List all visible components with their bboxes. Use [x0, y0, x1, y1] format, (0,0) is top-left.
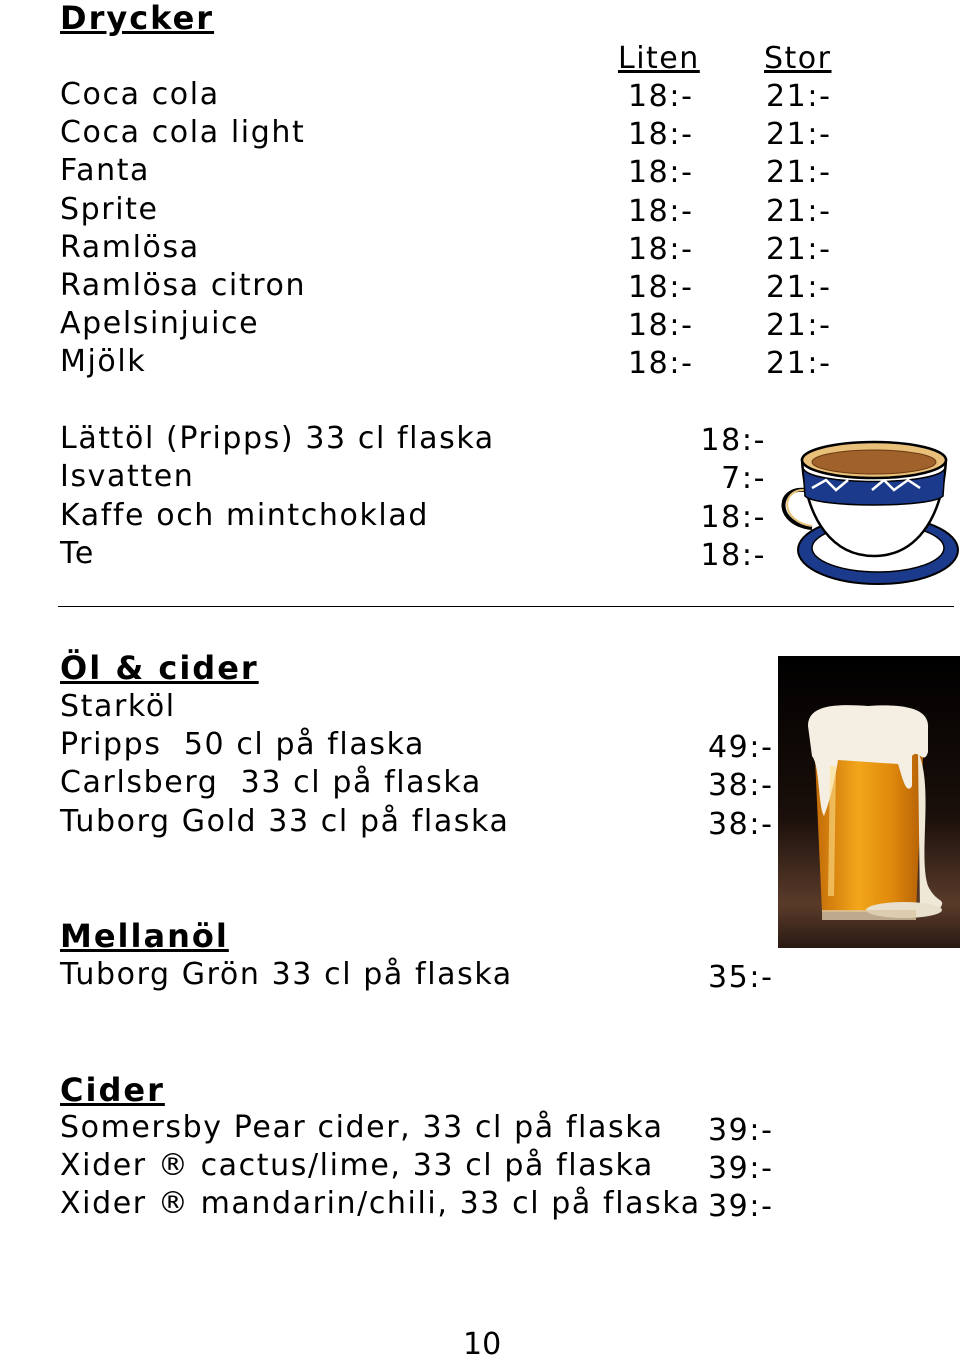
- menu-item-price: 7:-: [721, 461, 766, 496]
- beer-glass-icon: [778, 656, 960, 948]
- menu-item-name: Xider ® cactus/lime, 33 cl på flaska: [60, 1148, 654, 1183]
- menu-item-name: Sprite: [60, 192, 159, 227]
- menu-item-price: 39:-: [708, 1189, 774, 1224]
- section-divider: [58, 606, 954, 607]
- menu-item-price-small: 18:-: [628, 270, 694, 305]
- menu-item-price: 35:-: [708, 960, 774, 995]
- menu-item-name: Tuborg Gold 33 cl på flaska: [60, 804, 510, 839]
- menu-item-name: Coca cola light: [60, 115, 306, 150]
- menu-item-price-large: 21:-: [766, 232, 832, 267]
- cider-heading: Cider: [60, 1071, 165, 1109]
- menu-item-name: Xider ® mandarin/chili, 33 cl på flaska: [60, 1186, 701, 1221]
- menu-item-name: Kaffe och mintchoklad: [60, 498, 429, 533]
- menu-item-price: 49:-: [708, 730, 774, 765]
- menu-item-price-large: 21:-: [766, 346, 832, 381]
- menu-item-price-large: 21:-: [766, 117, 832, 152]
- menu-item-name: Te: [60, 536, 95, 571]
- menu-item-price: 18:-: [700, 500, 766, 535]
- column-header-small: Liten: [618, 41, 700, 76]
- starkol-subheading: Starköl: [60, 689, 176, 724]
- menu-item-price-small: 18:-: [628, 79, 694, 114]
- menu-item-price-large: 21:-: [766, 79, 832, 114]
- tea-cup-icon: [772, 432, 960, 590]
- menu-item-price-small: 18:-: [628, 155, 694, 190]
- menu-item-name: Fanta: [60, 153, 151, 188]
- menu-item-name: Pripps 50 cl på flaska: [60, 727, 425, 762]
- menu-item-name: Lättöl (Pripps) 33 cl flaska: [60, 421, 495, 456]
- menu-item-price: 39:-: [708, 1151, 774, 1186]
- menu-item-price: 38:-: [708, 807, 774, 842]
- menu-item-price-small: 18:-: [628, 194, 694, 229]
- column-header-large: Stor: [764, 41, 832, 76]
- menu-item-price-large: 21:-: [766, 270, 832, 305]
- menu-item-price: 38:-: [708, 768, 774, 803]
- mellanol-heading: Mellanöl: [60, 917, 229, 955]
- menu-item-name: Carlsberg 33 cl på flaska: [60, 765, 482, 800]
- menu-item-name: Coca cola: [60, 77, 220, 112]
- menu-item-price-small: 18:-: [628, 232, 694, 267]
- menu-item-price: 18:-: [700, 538, 766, 573]
- ol-cider-heading: Öl & cider: [60, 649, 259, 687]
- menu-item-name: Tuborg Grön 33 cl på flaska: [60, 957, 513, 992]
- menu-item-price-large: 21:-: [766, 308, 832, 343]
- menu-item-name: Ramlösa: [60, 230, 200, 265]
- menu-item-name: Isvatten: [60, 459, 195, 494]
- menu-item-name: Somersby Pear cider, 33 cl på flaska: [60, 1110, 664, 1145]
- menu-item-price-small: 18:-: [628, 117, 694, 152]
- page-number: 10: [463, 1327, 502, 1362]
- menu-item-price-small: 18:-: [628, 346, 694, 381]
- menu-item-price-large: 21:-: [766, 194, 832, 229]
- menu-item-name: Mjölk: [60, 344, 147, 379]
- menu-item-name: Apelsinjuice: [60, 306, 260, 341]
- drycker-heading: Drycker: [60, 0, 215, 37]
- menu-item-price-small: 18:-: [628, 308, 694, 343]
- menu-item-price-large: 21:-: [766, 155, 832, 190]
- menu-item-price: 18:-: [700, 423, 766, 458]
- menu-item-price: 39:-: [708, 1113, 774, 1148]
- menu-item-name: Ramlösa citron: [60, 268, 307, 303]
